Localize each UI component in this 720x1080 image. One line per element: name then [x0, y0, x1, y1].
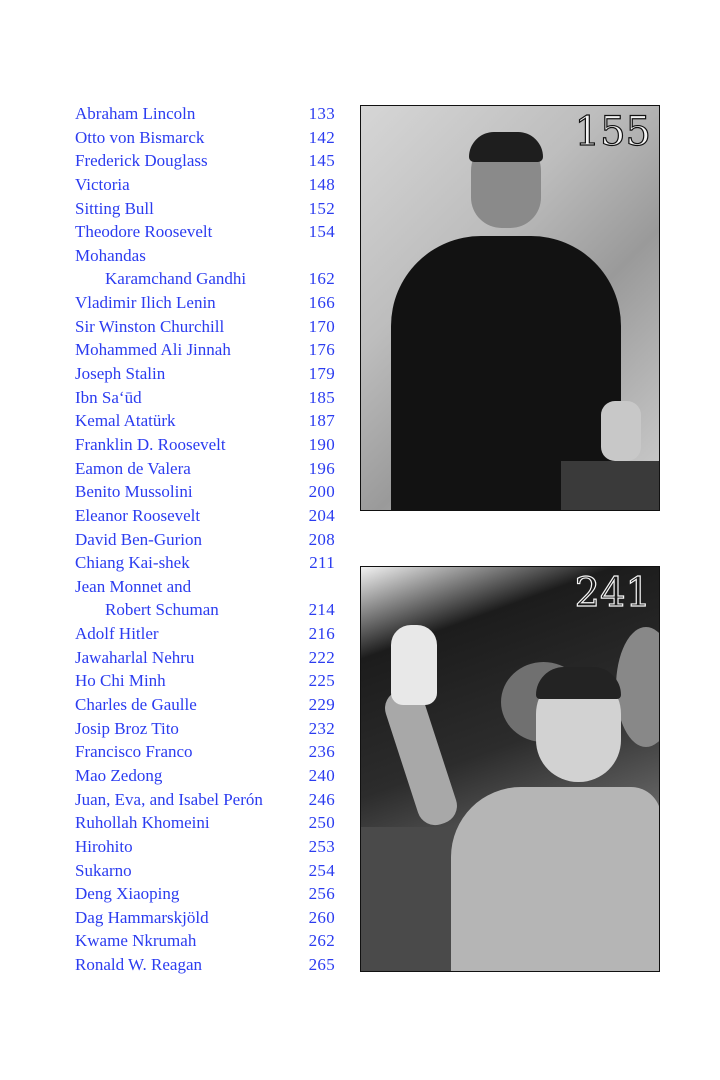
toc-entry-name: Ho Chi Minh: [75, 671, 166, 691]
toc-entry-page: 240: [308, 765, 335, 785]
toc-entry[interactable]: [75, 598, 335, 622]
toc-entry-name: Sitting Bull: [75, 198, 154, 218]
toc-entry-page: 262: [308, 931, 335, 951]
toc-entry[interactable]: [75, 362, 335, 386]
toc-entry-name: Hirohito: [75, 836, 133, 856]
toc-entry[interactable]: [75, 197, 335, 221]
toc-entry-page: 208: [308, 529, 335, 549]
toc-entry-page: 196: [308, 458, 335, 478]
toc-entry[interactable]: [75, 953, 335, 977]
toc-entry-page: 148: [308, 174, 335, 194]
toc-entry-page: 200: [308, 482, 335, 502]
toc-entry[interactable]: [75, 173, 335, 197]
toc-entry-name: Ruhollah Khomeini: [75, 813, 210, 833]
toc-entry-name: Adolf Hitler: [75, 624, 159, 644]
toc-entry[interactable]: [75, 717, 335, 741]
pedestal: [561, 461, 659, 511]
toc-entry-page: 190: [308, 434, 335, 454]
toc-entry-name: Kwame Nkrumah: [75, 931, 197, 951]
toc-entry-name: Benito Mussolini: [75, 482, 193, 502]
toc-entry-page: 260: [308, 907, 335, 927]
toc-entry[interactable]: [75, 338, 335, 362]
figure-hand: [601, 401, 641, 461]
toc-entry-page: 204: [308, 505, 335, 525]
toc-entry-page: 265: [308, 955, 335, 975]
toc-entry-name: Francisco Franco: [75, 742, 193, 762]
toc-entry[interactable]: [75, 244, 335, 268]
toc-entry-name: Deng Xiaoping: [75, 884, 180, 904]
toc-entry-name: Vladimir Ilich Lenin: [75, 293, 216, 313]
toc-entry[interactable]: [75, 315, 335, 339]
toc-entry-name: Jawaharlal Nehru: [75, 647, 195, 667]
toc-entry-page: 211: [309, 553, 335, 573]
toc-entry-page: 185: [308, 387, 335, 407]
toc-entry-page: 253: [308, 836, 335, 856]
toc-entry[interactable]: [75, 433, 335, 457]
figure-body: [451, 787, 660, 972]
toc-entry-page: 225: [308, 671, 335, 691]
toc-entry-name: Eleanor Roosevelt: [75, 505, 201, 525]
toc-entry-name: Abraham Lincoln: [75, 104, 196, 123]
toc-entry-page: 236: [308, 742, 335, 762]
photo-mao-zedong: [360, 566, 660, 972]
photo-page-number: 241: [574, 570, 651, 616]
toc-entry[interactable]: [75, 929, 335, 953]
toc-entry-page: 256: [308, 884, 335, 904]
toc-entry-name: Charles de Gaulle: [75, 695, 197, 715]
toc-entry[interactable]: [75, 386, 335, 410]
toc-entry[interactable]: [75, 409, 335, 433]
toc-entry-page: 145: [308, 151, 335, 171]
toc-entry[interactable]: [75, 149, 335, 173]
toc-entry-page: 142: [308, 127, 335, 147]
figure-hand: [391, 625, 437, 705]
toc-entry[interactable]: [75, 859, 335, 883]
figure-hair: [469, 132, 543, 162]
toc-entry[interactable]: [75, 480, 335, 504]
toc-entry[interactable]: [75, 740, 335, 764]
toc-entry-page: 222: [308, 647, 335, 667]
toc-entry-name: Kemal Atatürk: [75, 411, 176, 431]
toc-entry-page: 166: [308, 293, 335, 313]
toc-entry-page: 162: [308, 269, 335, 289]
toc-entry-name: Victoria: [75, 174, 130, 194]
toc-entry-name: Mohammed Ali Jinnah: [75, 340, 231, 360]
toc-entry-name: Franklin D. Roosevelt: [75, 434, 226, 454]
toc-entry-name: David Ben-Gurion: [75, 529, 203, 549]
toc-entry[interactable]: [75, 622, 335, 646]
toc-entry-page: 232: [308, 718, 335, 738]
toc-entry-page: 246: [308, 789, 335, 809]
toc-entry[interactable]: [75, 835, 335, 859]
toc-entry-name: Karamchand Gandhi: [105, 269, 247, 289]
toc-entry-name: Juan, Eva, and Isabel Perón: [75, 789, 263, 809]
toc-entry-page: 176: [308, 340, 335, 360]
toc-entry[interactable]: [75, 291, 335, 315]
toc-entry[interactable]: [75, 669, 335, 693]
toc-entry[interactable]: [75, 126, 335, 150]
toc-entry-page: 133: [308, 104, 335, 123]
toc-entry[interactable]: [75, 457, 335, 481]
table-of-contents: [75, 102, 335, 977]
figure-hair: [536, 667, 621, 699]
toc-entry-name: Robert Schuman: [105, 600, 219, 620]
lantern: [616, 627, 660, 747]
photo-page-number: 155: [574, 109, 651, 155]
toc-entry-name: Otto von Bismarck: [75, 127, 205, 147]
toc-entry-name: Theodore Roosevelt: [75, 222, 213, 242]
toc-entry-page: 214: [308, 600, 335, 620]
toc-entry-name: Mao Zedong: [75, 765, 163, 785]
toc-entry[interactable]: [75, 906, 335, 930]
toc-entry[interactable]: [75, 788, 335, 812]
toc-entry[interactable]: [75, 693, 335, 717]
toc-entry-name: Ibn Sa‘ūd: [75, 387, 142, 407]
photo-theodore-roosevelt: [360, 105, 660, 511]
toc-entry-page: 170: [308, 316, 335, 336]
toc-entry-page: 179: [308, 364, 335, 384]
figure-arm: [380, 684, 461, 830]
toc-entry-name: Jean Monnet and: [75, 576, 192, 596]
toc-entry[interactable]: [75, 267, 335, 291]
toc-entry[interactable]: [75, 102, 335, 126]
toc-entry[interactable]: [75, 551, 335, 575]
toc-entry-name: Mohandas: [75, 245, 146, 265]
toc-entry[interactable]: [75, 764, 335, 788]
toc-entry-name: Frederick Douglass: [75, 151, 208, 171]
toc-entry[interactable]: [75, 504, 335, 528]
toc-entry[interactable]: [75, 220, 335, 244]
toc-entry[interactable]: [75, 882, 335, 906]
toc-entry-name: Josip Broz Tito: [75, 718, 179, 738]
toc-entry-name: Eamon de Valera: [75, 458, 191, 478]
toc-entry[interactable]: [75, 575, 335, 599]
toc-entry-page: 229: [308, 695, 335, 715]
toc-entry-page: 250: [308, 813, 335, 833]
toc-entry-page: 254: [308, 860, 335, 880]
toc-entry-name: Sir Winston Churchill: [75, 316, 225, 336]
toc-entry[interactable]: [75, 528, 335, 552]
toc-entry-name: Sukarno: [75, 860, 132, 880]
toc-entry[interactable]: [75, 811, 335, 835]
toc-entry-page: 154: [308, 222, 335, 242]
toc-entry-name: Chiang Kai-shek: [75, 553, 190, 573]
toc-entry-page: 152: [308, 198, 335, 218]
toc-entry-name: Joseph Stalin: [75, 364, 166, 384]
toc-entry-name: Dag Hammarskjöld: [75, 907, 209, 927]
toc-entry-page: 216: [308, 624, 335, 644]
toc-entry[interactable]: [75, 646, 335, 670]
toc-entry-name: Ronald W. Reagan: [75, 955, 203, 975]
toc-entry-page: 187: [308, 411, 335, 431]
